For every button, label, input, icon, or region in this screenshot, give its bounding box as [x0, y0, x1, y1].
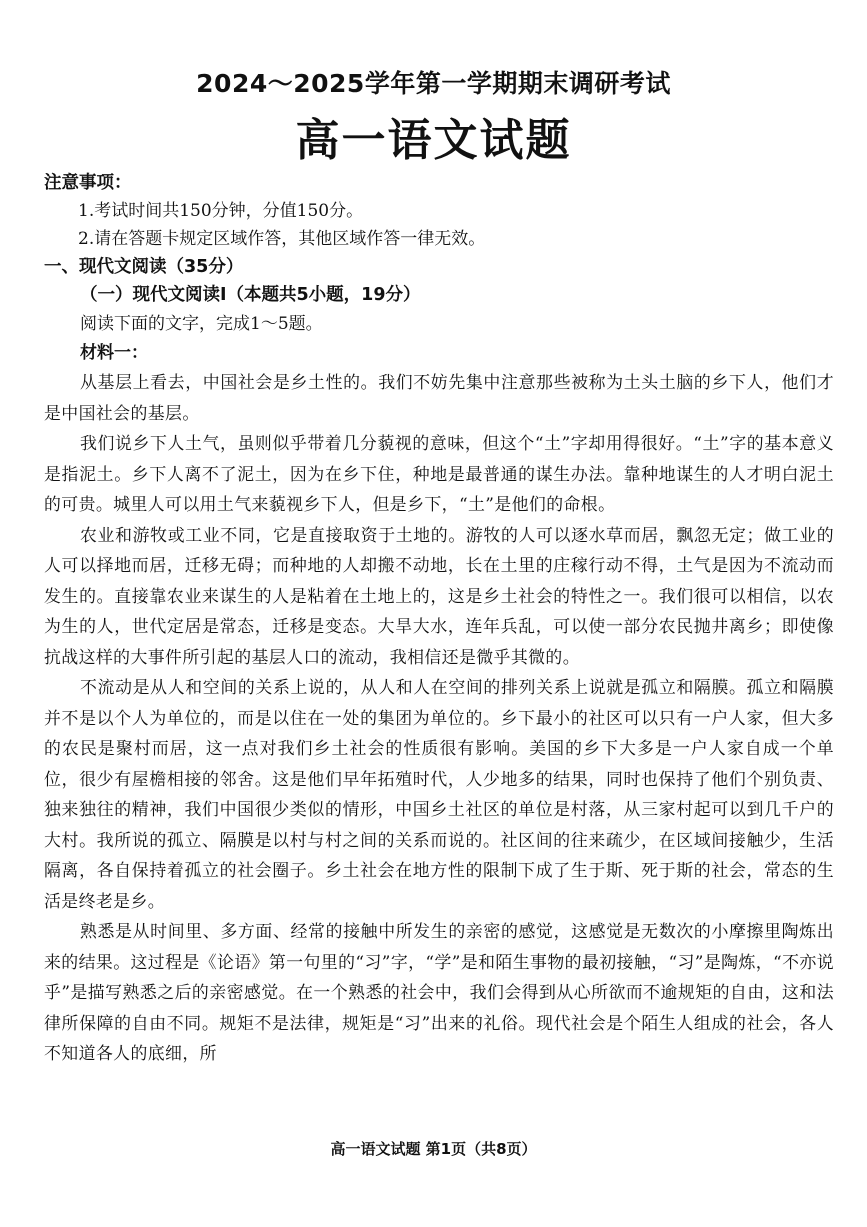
- section-heading: 一、现代文阅读（35分）: [44, 257, 244, 277]
- material-label: 材料一：: [80, 343, 148, 363]
- paragraph-2: 我们说乡下人土气，虽则似乎带着几分藐视的意味，但这个“土”字却用得很好。“土”字的基本意义是指泥土。乡下人离不了泥土，因为在乡下住，种地是最普通的谋生办法。靠种地谋生的人才明白泥土的可贵。城里人可以用土气来藐视乡下人，但是乡下，“土”是他们的命根。: [44, 433, 834, 514]
- exam-content: [44, 170, 834, 1069]
- paragraph-4: 不流动是从人和空间的关系上说的，从人和人在空间的排列关系上说就是孤立和隔膜。孤立和隔膜并不是以个人为单位的，而是以住在一处的集团为单位的。乡下最小的社区可以只有一户人家，但大多的农民是聚村而居，这一点对我们乡土社会的性质很有影响。美国的乡下大多是一户人家自成一个单位，很少有屋檐相接的邻舍。这是他们早年拓殖时代，人少地多的结果，同时也保持了他们个别负责、独来独往的精神，我们中国很少类似的情形，中国乡土社区的单位是村落，从三家村起可以到几千户的大村。我所说的孤立、隔膜是以村与村之间的关系而说的。社区间的往来疏少，在区域间接触少，生活隔离，各自保持着孤立的社会圈子。乡土社会在地方性的限制下成了生于斯、死于斯的社会，常态的生活是终老是乡。: [44, 677, 834, 911]
- page-footer: 高一语文试题 第1页（共8页）: [330, 1140, 537, 1158]
- paragraph-5: 熟悉是从时间里、多方面、经常的接触中所发生的亲密的感觉，这感觉是无数次的小摩擦里陶炼出来的结果。这过程是《论语》第一句里的“习”字，“学”是和陌生事物的最初接触，“习”是陶炼，“不亦说乎”是描写熟悉之后的亲密感觉。在一个熟悉的社会中，我们会得到从心所欲而不逾规矩的自由，这和法律所保障的自由不同。规矩不是法律，规矩是“习”出来的礼俗。现代社会是个陌生人组成的社会，各人不知道各人的底细，所: [44, 921, 834, 1063]
- subject-title: 高一语文试题: [295, 115, 572, 166]
- notice-item-1: 1.考试时间共150分钟，分值150分。: [78, 201, 364, 221]
- notice-heading: 注意事项：: [44, 173, 132, 193]
- paragraph-3: 农业和游牧或工业不同，它是直接取资于土地的。游牧的人可以逐水草而居，飘忽无定；做工业的人可以择地而居，迁移无碍；而种地的人却搬不动地，长在土里的庄稼行动不得，土气是因为不流动而发生的。直接靠农业来谋生的人是粘着在土地上的，这是乡土社会的特性之一。我们很可以相信，以农为生的人，世代定居是常态，迁移是变态。大旱大水，连年兵乱，可以使一部分农民抛井离乡；即使像抗战这样的大事件所引起的基层人口的流动，我相信还是微乎其微的。: [44, 524, 834, 667]
- exam-title: 2024～2025学年第一学期期末调研考试: [196, 69, 671, 98]
- reading-instruction: 阅读下面的文字，完成1～5题。: [80, 314, 323, 334]
- subsection-heading: （一）现代文阅读Ⅰ（本题共5小题，19分）: [80, 285, 421, 305]
- paragraph-1: 从基层上看去，中国社会是乡土性的。我们不妨先集中注意那些被称为土头土脑的乡下人，他们才是中国社会的基层。: [44, 372, 834, 423]
- notice-item-2: 2.请在答题卡规定区域作答，其他区域作答一律无效。: [78, 229, 486, 249]
